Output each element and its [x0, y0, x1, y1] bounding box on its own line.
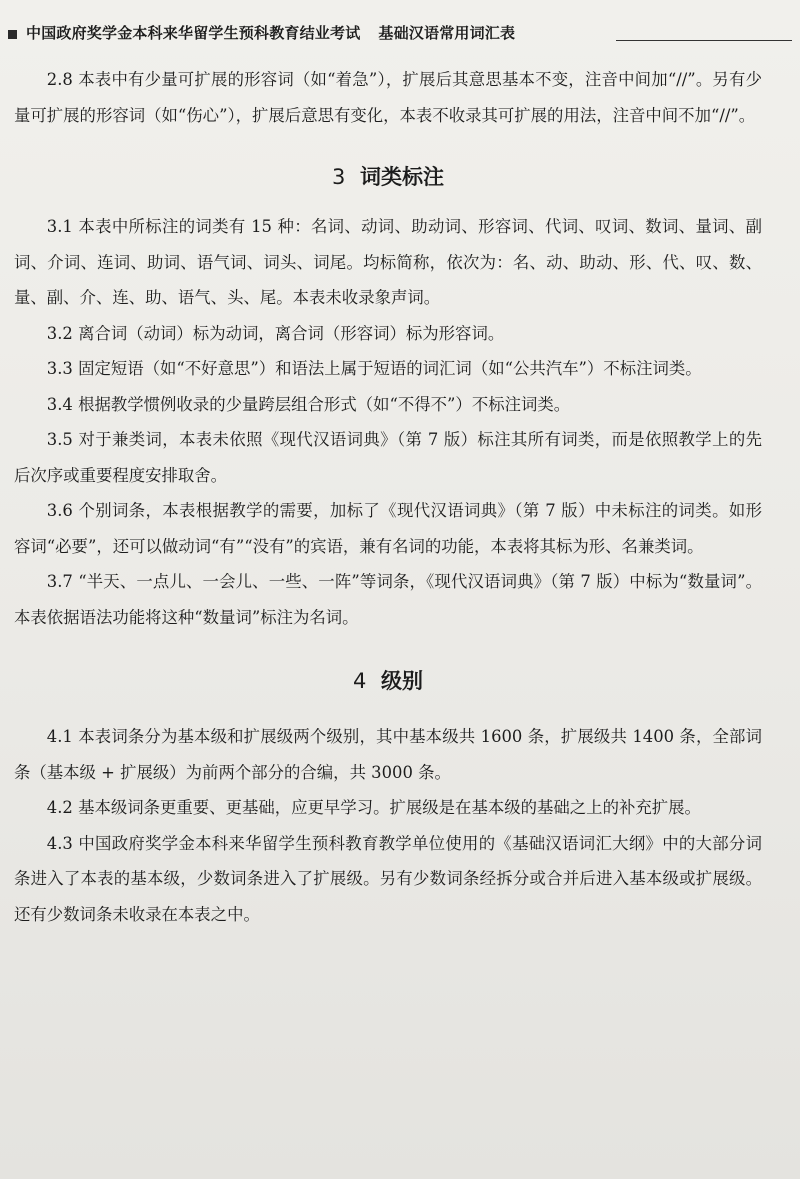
section-4-number: 4: [353, 669, 367, 693]
paragraph-3-6: 3.6 个别词条，本表根据教学的需要，加标了《现代汉语词典》（第 7 版）中未标注的词类。如形容词“必要”，还可以做动词“有”“没有”的宾语，兼有名词的功能，本表将其标为形、名兼类词。: [14, 501, 762, 556]
header-text: [26, 22, 515, 43]
header-square-bullet: [8, 30, 17, 39]
header-right-title: 基础汉语常用词汇表: [378, 24, 516, 42]
paragraph-4-1: 4.1 本表词条分为基本级和扩展级两个级别，其中基本级共 1600 条，扩展级共 1400 条，全部词条（基本级 + 扩展级）为前两个部分的合编，共 3000 条。: [14, 727, 762, 782]
section-4-title: 级别: [381, 669, 423, 693]
paragraph-2-8: 2.8 本表中有少量可扩展的形容词（如“着急”），扩展后其意思基本不变，注音中间加“//”。另有少量可扩展的形容词（如“伤心”），扩展后意思有变化，本表不收录其可扩展的用法，注音中间不加“//”。: [14, 70, 762, 125]
paragraph-4-3: 4.3 中国政府奖学金本科来华留学生预科教育教学单位使用的《基础汉语词汇大纲》中的大部分词条进入了本表的基本级，少数词条进入了扩展级。另有少数词条经拆分或合并后进入基本级或扩展级。还有少数词条未收录在本表之中。: [14, 833, 762, 924]
section-4-heading: [14, 665, 762, 695]
running-header: [8, 16, 792, 48]
paragraph-3-3: 3.3 固定短语（如“不好意思”）和语法上属于短语的词汇词（如“公共汽车”）不标注词类。: [46, 359, 702, 378]
paragraph-3-4: 3.4 根据教学惯例收录的少量跨层组合形式（如“不得不”）不标注词类。: [46, 394, 571, 414]
paragraph-3-1: 3.1 本表中所标注的词类有 15 种：名词、动词、助动词、形容词、代词、叹词、数词、量词、副词、介词、连词、助词、语气词、词头、词尾。均标简称，依次为：名、动、助动、形、代、叹、数、量、副、介、连、助、语气、头、尾。本表未收录象声词。: [14, 217, 762, 307]
header-left-title: 中国政府奖学金本科来华留学生预科教育结业考试: [26, 24, 361, 42]
page-content: [14, 62, 762, 932]
section-3-heading: [14, 161, 762, 191]
paragraph-3-7: 3.7 “半天、一点儿、一会儿、一些、一阵”等词条，《现代汉语词典》（第 7 版）中标为“数量词”。本表依据语法功能将这种“数量词”标注为名词。: [14, 572, 762, 627]
section-3-number: 3: [332, 165, 346, 189]
paragraph-3-5: 3.5 对于兼类词，本表未依照《现代汉语词典》（第 7 版）标注其所有词类，而是依照教学上的先后次序或重要程度安排取舍。: [14, 430, 762, 485]
header-rule: [616, 40, 792, 41]
paragraph-4-2: 4.2 基本级词条更重要、更基础，应更早学习。扩展级是在基本级的基础之上的补充扩展。: [46, 798, 701, 817]
paragraph-3-2: 3.2 离合词（动词）标为动词，离合词（形容词）标为形容词。: [46, 323, 505, 343]
section-3-title: 词类标注: [360, 165, 444, 189]
